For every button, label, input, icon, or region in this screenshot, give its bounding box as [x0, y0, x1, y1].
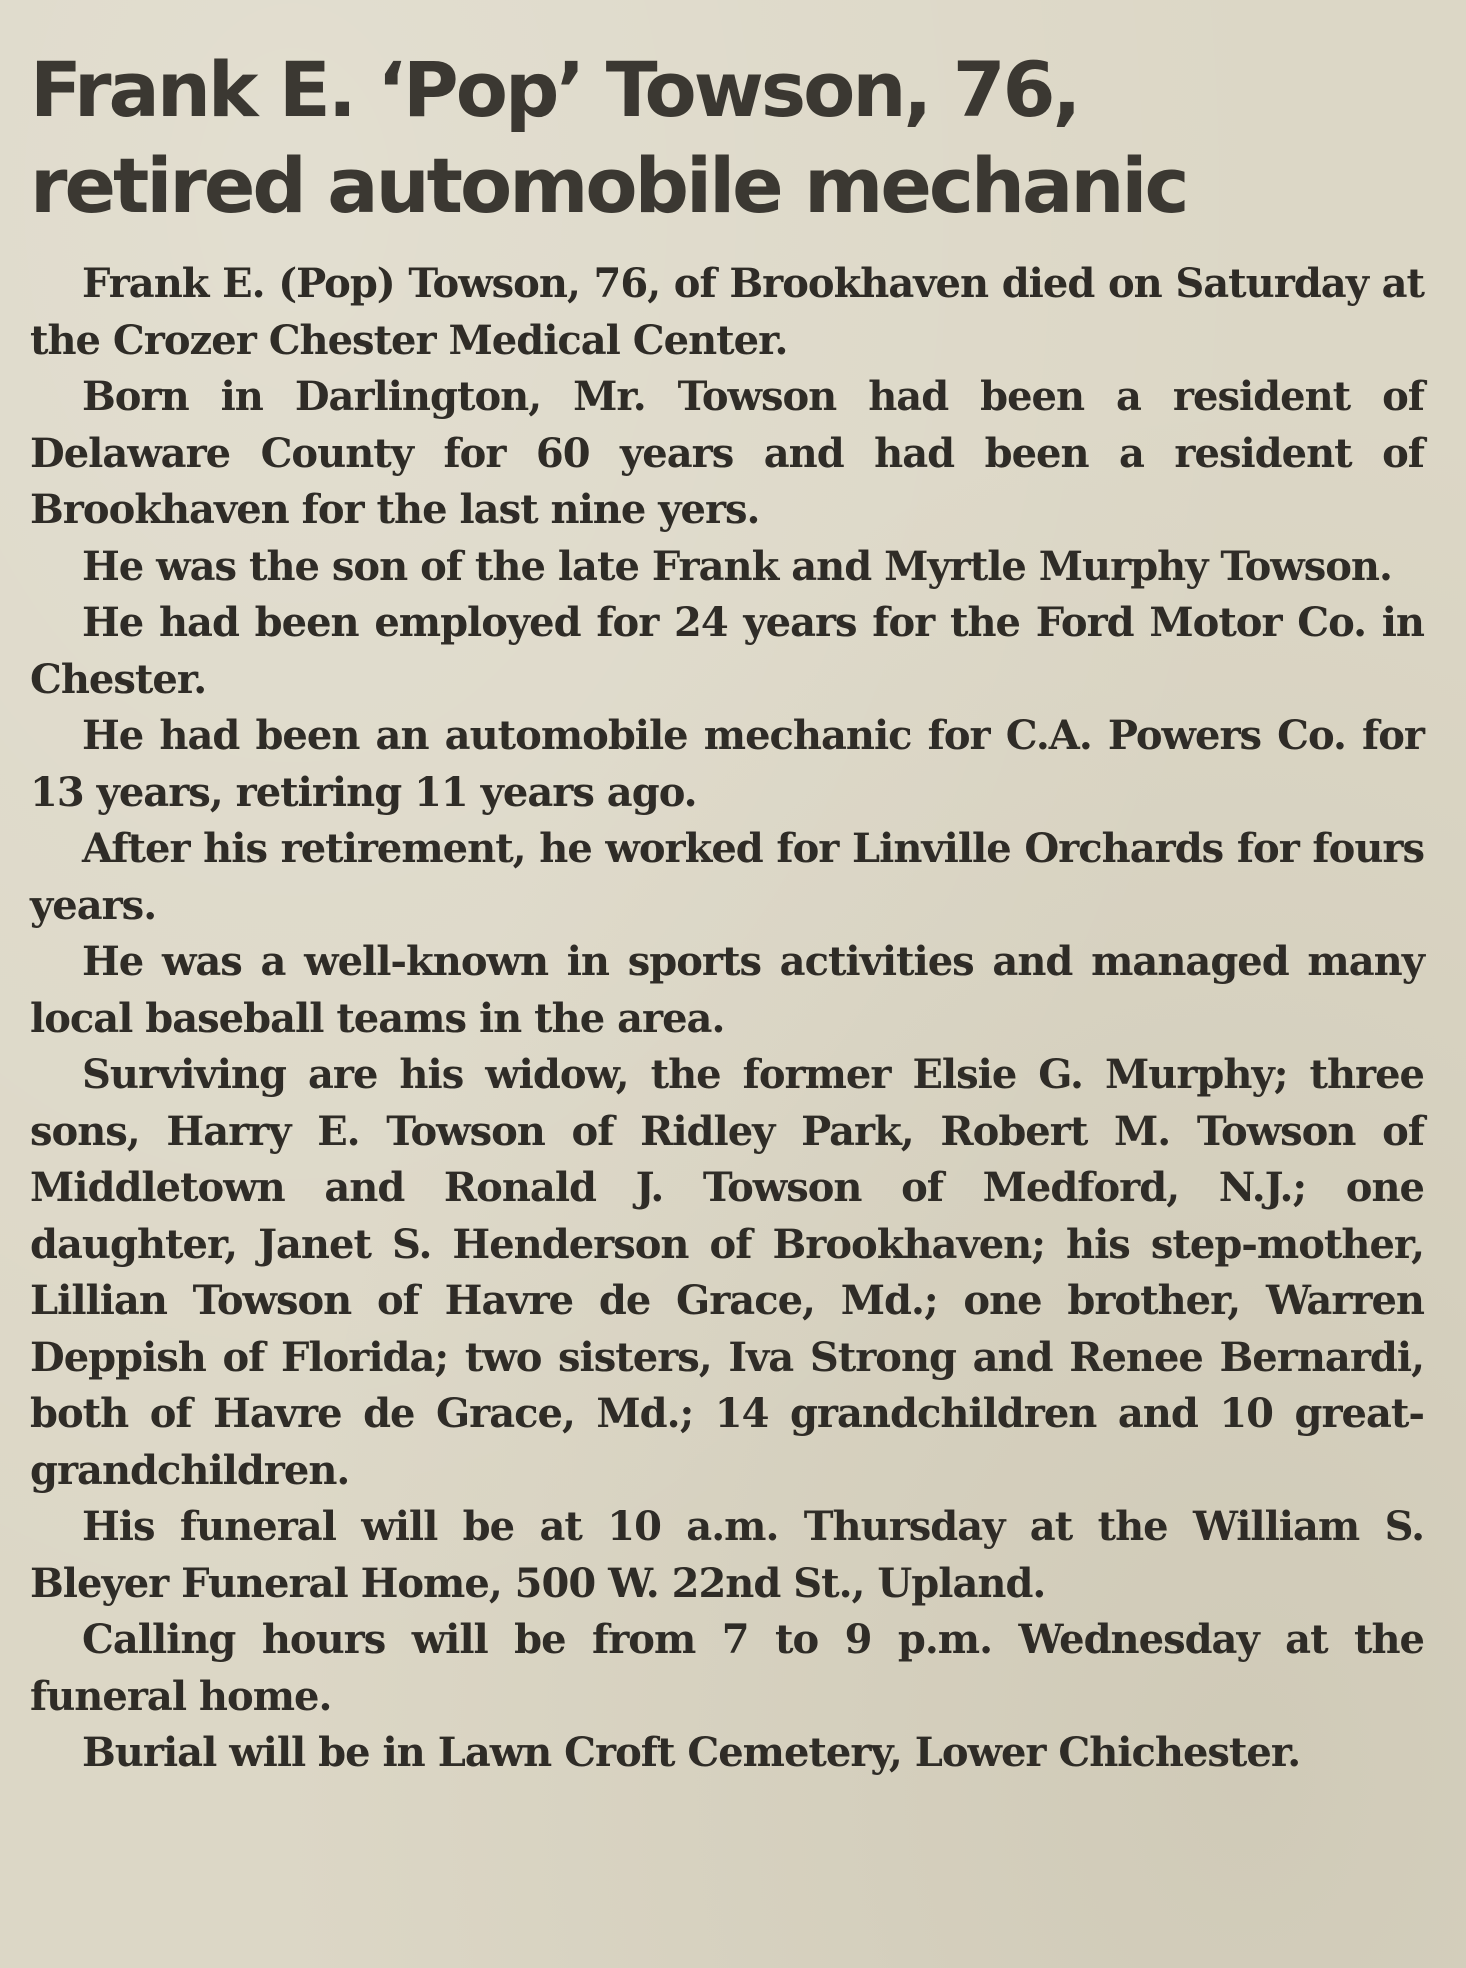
paragraph-death-notice: Frank E. (Pop) Towson, 76, of Brookhaven died on Saturday at the Crozer Chester Medical Center. [30, 260, 1424, 364]
paragraph-retirement-work: After his retirement, he worked for Linville Orchards for fours years. [30, 825, 1424, 929]
paragraph-funeral: His funeral will be at 10 a.m. Thursday at the William S. Bleyer Funeral Home, 500 W. 22nd St., Upland. [30, 1503, 1424, 1607]
paragraph-parents: He was the son of the late Frank and Myrtle Murphy Towson. [82, 542, 1392, 590]
headline-line-1: Frank E. ‘Pop’ Towson, 76, [30, 45, 1079, 134]
headline-line-2: retired automobile mechanic [30, 141, 1187, 230]
obituary-headline [30, 42, 1424, 234]
obituary-body [30, 256, 1424, 1782]
paragraph-calling-hours: Calling hours will be from 7 to 9 p.m. Wednesday at the funeral home. [30, 1616, 1424, 1720]
paragraph-burial: Burial will be in Lawn Croft Cemetery, Lower Chichester. [82, 1729, 1301, 1776]
paragraph-residence: Born in Darlington, Mr. Towson had been a resident of Delaware County for 60 years and had been a resident of Brookhaven for the last nine yers. [30, 373, 1424, 533]
paragraph-mechanic-career: He had been an automobile mechanic for C.A. Powers Co. for 13 years, retiring 11 years ago. [30, 712, 1424, 816]
paragraph-survivors: Surviving are his widow, the former Elsie G. Murphy; three sons, Harry E. Towson of Ridley Park, Robert M. Towson of Middletown and Ronald J. Towson of Medford, N.J.; one daughter, Janet S. Henderson of Brookhaven; his step-mother, Lillian Towson of Havre de Grace, Md.; one brother, Warren Deppish of Florida; two sisters, Iva Strong and Renee Bernardi, both of Havre de Grace, Md.; 14 grandchildren and 10 great-grandchildren. [30, 1051, 1424, 1494]
paragraph-sports: He was a well-known in sports activities and managed many local baseball teams in the area. [30, 938, 1424, 1042]
paragraph-ford-employment: He had been employed for 24 years for the Ford Motor Co. in Chester. [30, 599, 1424, 703]
